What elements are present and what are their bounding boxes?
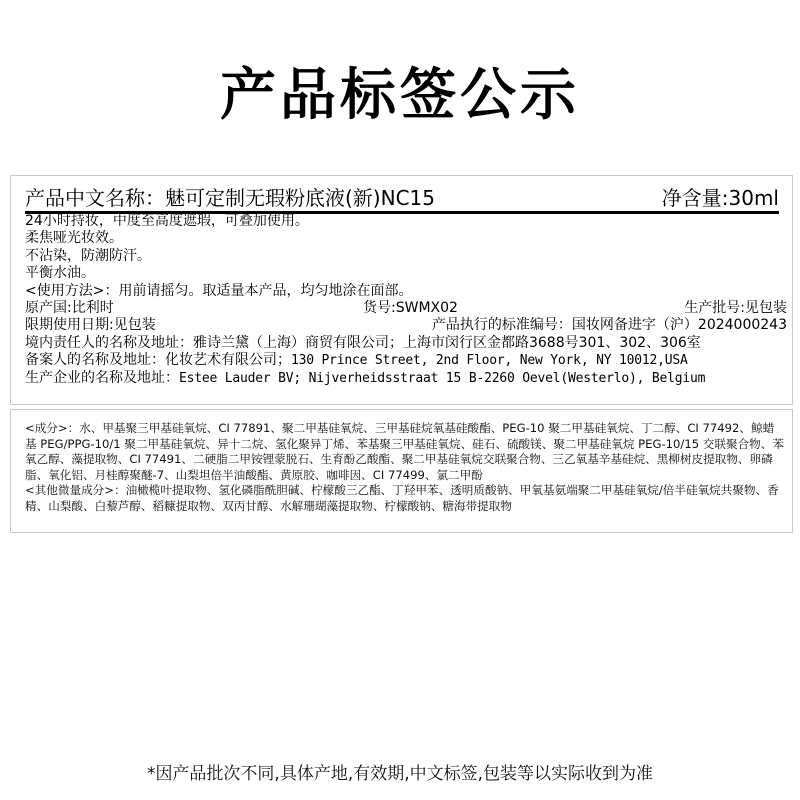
filer-row: [25, 352, 783, 369]
origin-row: [25, 299, 787, 317]
label-info-box: [10, 175, 793, 405]
filer-label: 备案人的名称及地址：化妆艺术有限公司；: [25, 352, 291, 369]
manufacturer-address: Estee Lauder BV; Nijverheidsstraat 15 B-2260 Oevel(Westerlo), Belgium: [179, 370, 706, 386]
expiry-row: [25, 317, 787, 334]
expiry-date: 限期使用日期:见包装: [25, 317, 156, 334]
responsible-party: 境内责任人的名称及地址：雅诗兰黛（上海）商贸有限公司；上海市闵行区金都路3688号301、302、306室: [25, 334, 701, 351]
claim-line: 24小时持妆，中度至高度遮瑕，可叠加使用。: [25, 213, 309, 229]
net-content: 净含量:30ml: [661, 186, 779, 210]
ingredients-text: [25, 421, 785, 514]
claim-line: 平衡水油。: [25, 265, 95, 282]
filer-address: 130 Prince Street, 2nd Floor, New York, NY 10012,USA: [291, 353, 688, 369]
minor-ingredients: <其他微量成分>：油橄榄叶提取物、氢化磷脂酰胆碱、柠檬酸三乙酯、丁羟甲苯、透明质酸钠、甲氧基氨端聚二甲基硅氧烷/倍半硅氧烷共聚物、香精、山梨酸、白藜芦醇、稻糠提取物、双丙甘醇、水解珊瑚藻提取物、柠檬酸钠、糖海带提取物: [25, 483, 779, 513]
standard-number: 产品执行的标准编号：国妆网备进字（沪）2024000243: [431, 317, 787, 334]
disclaimer-footnote: *因产品批次不同,具体产地,有效期,中文标签,包装等以实际收到为准: [146, 764, 654, 784]
main-ingredients: <成分>：水、甲基聚三甲基硅氧烷、CI 77891、聚二甲基硅氧烷、三甲基硅烷氧基硅酸酯、PEG-10 聚二甲基硅氧烷、丁二醇、CI 77492、鲸蜡基 PEG/PPG-10/1 聚二甲基硅氧烷、异十二烷、氢化聚异丁烯、苯基聚三甲基硅氧烷、硅石、硫酸镁、聚二甲基硅氧烷 PEG-10/15 交联聚合物、苯氧乙醇、藻提取物、CI 77491、二硬脂二甲铵锂蒙脱石、生育酚乙酸酯、聚二甲基硅氧烷交联聚合物、三乙氧基辛基硅烷、黑柳树皮提取物、卵磷脂、氧化铝、月桂醇聚醚-7、山梨坦倍半油酸酯、黄原胶、咖啡因、CI 77499、氯二甲酚: [25, 421, 784, 482]
page-title: 产品标签公示: [220, 63, 580, 128]
product-name-label: 产品中文名称：: [25, 186, 165, 210]
claim-line: 柔焦哑光妆效。: [25, 230, 123, 247]
product-name: 魅可定制无瑕粉底液(新)NC15: [165, 186, 435, 210]
manufacturer-label: 生产企业的名称及地址：: [25, 369, 179, 386]
claim-line: 不沾染，防潮防汗。: [25, 247, 151, 264]
label-details: [25, 213, 787, 387]
product-name-row: [25, 185, 435, 211]
item-number: 货号:SWMX02: [363, 299, 458, 316]
manufacturer-row: [25, 370, 783, 387]
label-header: [25, 184, 779, 214]
origin-country: 原产国:比利时: [25, 299, 114, 316]
batch-number: 生产批号:见包装: [684, 299, 787, 316]
usage-instructions: <使用方法>：用前请摇匀。取适量本产品，均匀地涂在面部。: [25, 282, 413, 299]
ingredients-box: [10, 409, 793, 533]
